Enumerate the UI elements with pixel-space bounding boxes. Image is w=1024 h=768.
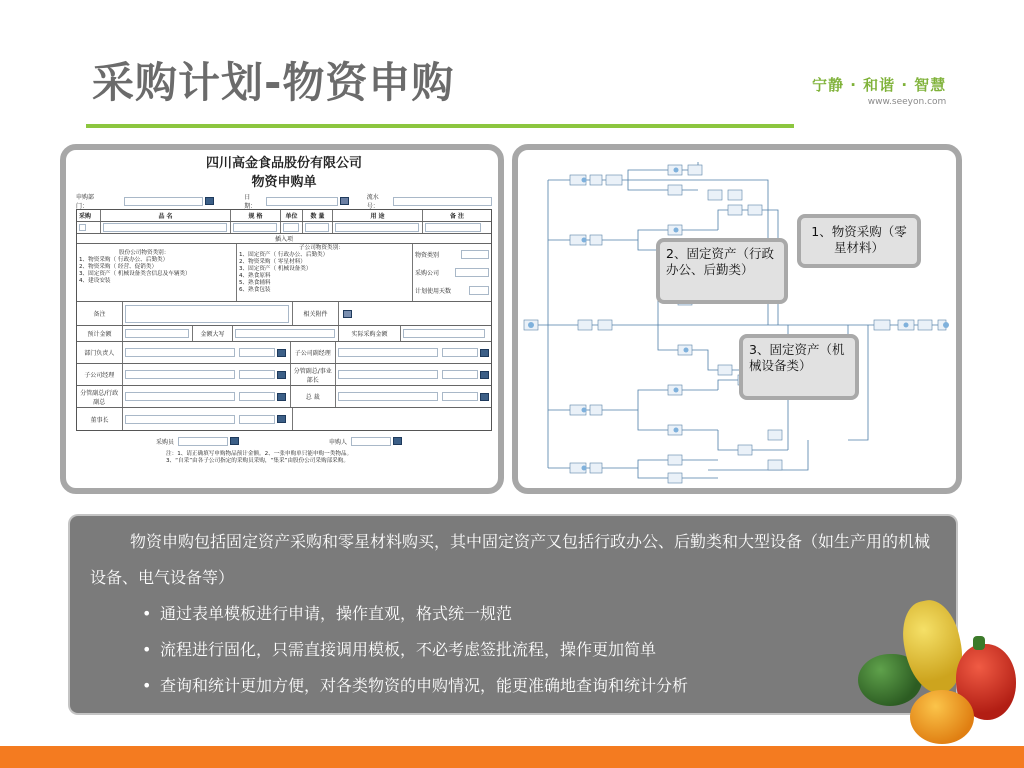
approval-row xyxy=(77,386,491,408)
approval-date-input[interactable] xyxy=(442,348,478,357)
remark-label: 备注 xyxy=(77,302,123,325)
insert-row-link[interactable]: 插入项 xyxy=(274,236,293,243)
remark-row xyxy=(77,302,491,326)
budget-label: 预计金额 xyxy=(77,326,123,341)
callout-office-assets: 2、固定资产（行政办公、后勤类） xyxy=(656,238,788,304)
approval-opinion-input[interactable] xyxy=(125,370,235,379)
sub-category-cell xyxy=(237,244,413,301)
form-screenshot-frame xyxy=(60,144,504,494)
form-notes xyxy=(76,448,492,465)
attachment-label: 相关附件 xyxy=(293,302,339,325)
parent-category-item: 1、物资采购（ 行政办公、后勤类） xyxy=(79,257,169,263)
buyer-picker-icon[interactable] xyxy=(230,437,239,445)
parent-category-item: 3、固定资产（ 机械设备类含信息及车辆类） xyxy=(79,271,191,277)
approval-date-input[interactable] xyxy=(239,392,275,401)
approval-left-label: 部门负责人 xyxy=(77,342,123,363)
parent-category-cell xyxy=(77,244,237,301)
date-label: 日期： xyxy=(244,194,257,210)
callout-small-materials: 1、物资采购（零星材料） xyxy=(797,214,921,268)
sub-category-item: 1、固定资产（ 行政办公、后勤类） xyxy=(239,252,329,258)
sub-category-title: 子公司物资类别： xyxy=(299,245,344,251)
sub-category-item: 4、熟食原料 xyxy=(239,273,271,279)
approval-date-input[interactable] xyxy=(239,370,275,379)
actual-amount-input[interactable] xyxy=(403,329,485,338)
title-underline xyxy=(86,124,794,128)
feature-list xyxy=(140,596,940,704)
form-note-line: 3、“自采”由各子公司指定的采购员采购，“集采”由股份公司采购部采购。 xyxy=(166,458,349,464)
form-item-row xyxy=(77,222,491,234)
item-name-input[interactable] xyxy=(103,223,227,232)
parent-category-item: 4、建设安装 xyxy=(79,278,111,284)
approval-picker-icon[interactable] xyxy=(480,349,489,357)
workflow-screenshot-frame xyxy=(512,144,962,494)
sub-category-item: 5、熟食辅料 xyxy=(239,280,271,286)
company-logo xyxy=(812,74,946,107)
approval-picker-icon[interactable] xyxy=(277,415,286,423)
dept-label: 申购部门： xyxy=(76,194,95,210)
sub-category-item: 2、物资采购（ 零星材料） xyxy=(239,259,306,265)
approval-opinion-input[interactable] xyxy=(125,348,235,357)
material-type-label: 物资类别 xyxy=(415,252,440,260)
logo-url: www.seeyon.com xyxy=(867,97,947,107)
col-remark: 备 注 xyxy=(449,213,465,220)
feature-bullet: • 查询和统计更加方便，对各类物资的申购情况，能更准确地查询和统计分析 xyxy=(140,668,940,704)
amount-upper-input[interactable] xyxy=(235,329,335,338)
item-remark-input[interactable] xyxy=(425,223,481,232)
remark-textarea[interactable] xyxy=(125,305,289,323)
form-column-header xyxy=(77,210,491,222)
purchase-company-label: 采购公司 xyxy=(415,269,440,277)
approval-right-label: 总 裁 xyxy=(291,386,337,407)
description-intro: 物资申购包括固定资产采购和零星材料购买，其中固定资产又包括行政办公、后勤类和大型设备（如生产用的机械设备、电气设备等） xyxy=(90,532,931,587)
approval-picker-icon[interactable] xyxy=(277,371,286,379)
form-header-row xyxy=(76,193,492,209)
description-box xyxy=(70,516,956,713)
applicant-input[interactable] xyxy=(351,437,391,446)
feature-bullet: • 通过表单模板进行申请，操作直观，格式统一规范 xyxy=(140,596,940,632)
approval-picker-icon[interactable] xyxy=(277,393,286,401)
budget-input[interactable] xyxy=(125,329,189,338)
approval-opinion-input[interactable] xyxy=(338,348,438,357)
buyer-input[interactable] xyxy=(178,437,228,446)
approval-opinion-input[interactable] xyxy=(125,392,235,401)
item-spec-input[interactable] xyxy=(233,223,277,232)
form-note-line: 注：1、请正确填写申购物品预计金额。2、一张申购单只能申购一类物品。 xyxy=(166,451,353,457)
bottom-orange-bar xyxy=(0,746,1024,768)
approval-row xyxy=(77,408,491,430)
approval-row xyxy=(77,342,491,364)
approval-row xyxy=(77,364,491,386)
approval-right-label: 子公司副经理 xyxy=(291,342,337,363)
orange-pepper-decoration xyxy=(910,690,974,744)
parent-category-title: 股份公司物资类别： xyxy=(119,250,170,256)
feature-bullet: • 流程进行固化，只需直接调用模板，不必考虑签批流程，操作更加简单 xyxy=(140,632,940,668)
col-usage: 用 途 xyxy=(333,210,423,221)
approval-opinion-input[interactable] xyxy=(338,392,438,401)
buyer-label: 采购员 xyxy=(156,438,175,446)
approval-date-input[interactable] xyxy=(239,415,275,424)
serial-input[interactable] xyxy=(393,197,492,206)
col-item-name: 品 名 xyxy=(101,210,231,221)
form-footer-row xyxy=(76,434,492,448)
dept-picker-icon[interactable] xyxy=(205,197,214,205)
calendar-icon[interactable] xyxy=(340,197,349,205)
callout-machinery-assets: 3、固定资产（机械设备类） xyxy=(739,334,859,400)
material-type-select[interactable] xyxy=(461,250,489,259)
approval-picker-icon[interactable] xyxy=(480,393,489,401)
approval-left-label: 董事长 xyxy=(77,408,123,430)
budget-row xyxy=(77,326,491,342)
sub-category-item: 6、熟食包装 xyxy=(239,287,271,293)
serial-label: 流水号： xyxy=(366,194,379,210)
approval-date-input[interactable] xyxy=(239,348,275,357)
item-checkbox[interactable] xyxy=(79,224,86,231)
dept-input[interactable] xyxy=(124,197,204,206)
applicant-picker-icon[interactable] xyxy=(393,437,402,445)
approval-right-label: 分管副总/事业部长 xyxy=(291,364,337,385)
plan-days-input[interactable] xyxy=(469,286,489,295)
col-unit: 单位 xyxy=(281,210,303,221)
actual-amount-label: 实际采购金额 xyxy=(339,326,401,341)
item-qty-input[interactable] xyxy=(305,223,329,232)
insert-row xyxy=(77,234,491,244)
workflow-diagram xyxy=(518,150,956,488)
category-row xyxy=(77,244,491,302)
slide-title: 采购计划-物资申购 xyxy=(92,58,455,107)
category-select-cell xyxy=(413,244,491,301)
approval-date-input[interactable] xyxy=(442,370,478,379)
applicant-label: 申购人 xyxy=(329,438,348,446)
col-quantity: 数 量 xyxy=(303,210,333,221)
purchase-request-form xyxy=(76,150,492,465)
approval-date-input[interactable] xyxy=(442,392,478,401)
approval-opinion-input[interactable] xyxy=(125,415,235,424)
item-usage-input[interactable] xyxy=(335,223,419,232)
col-purchase: 采购 xyxy=(77,210,101,221)
date-input[interactable] xyxy=(266,197,338,206)
form-table xyxy=(76,209,492,431)
sub-category-item: 3、固定资产（ 机械设备类） xyxy=(239,266,312,272)
pepper-stem-decoration xyxy=(973,636,985,650)
description-text xyxy=(90,524,940,704)
form-company-name: 四川高金食品股份有限公司 xyxy=(205,156,362,171)
plan-days-label: 计划使用天数 xyxy=(415,287,452,295)
approval-left-label: 子公司经理 xyxy=(77,364,123,385)
approval-left-label: 分管副总/行政副总 xyxy=(77,386,123,407)
approval-picker-icon[interactable] xyxy=(480,371,489,379)
amount-upper-label: 金额大写 xyxy=(193,326,233,341)
approval-picker-icon[interactable] xyxy=(277,349,286,357)
logo-slogan: 宁静 · 和谐 · 智慧 xyxy=(812,76,947,94)
approval-opinion-input[interactable] xyxy=(338,370,438,379)
parent-category-item: 2、物资采购（ 经营、促销类） xyxy=(79,264,158,270)
attachment-icon[interactable] xyxy=(343,310,352,318)
item-unit-input[interactable] xyxy=(283,223,299,232)
col-spec: 规 格 xyxy=(231,210,281,221)
purchase-company-select[interactable] xyxy=(455,268,489,277)
form-title: 物资申购单 xyxy=(251,175,317,190)
